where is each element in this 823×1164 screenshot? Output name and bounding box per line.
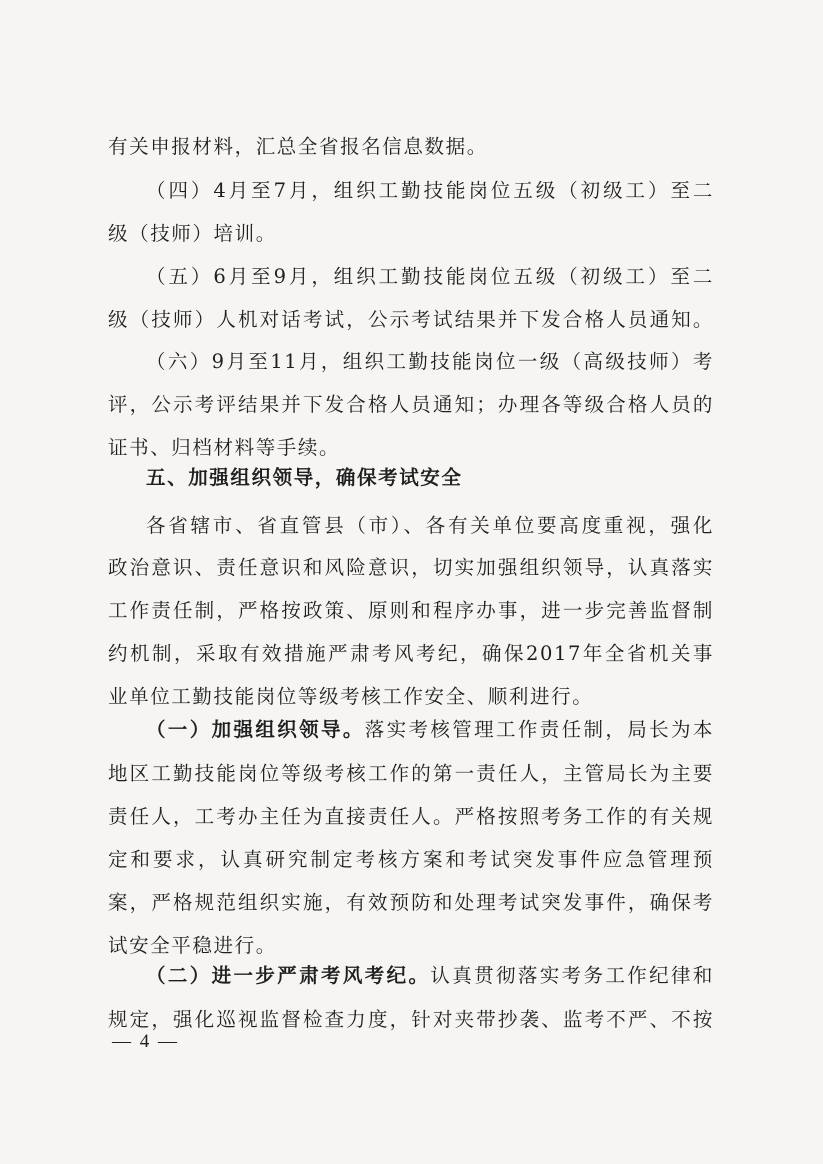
subsection-lead: （二）进一步严肃考风考纪。 (146, 964, 431, 987)
subsection-lead: （一）加强组织领导。 (146, 718, 365, 741)
text-line: 责任人，工考办主任为直接责任人。严格按照考务工作的有关规 (108, 805, 714, 828)
subsection-text: 认真贯彻落实考务工作纪律和 (430, 964, 714, 987)
page-number: — 4 — (112, 1031, 179, 1052)
text-line: 级（技师）培训。 (108, 222, 277, 245)
text-line: 政治意识、责任意识和风险意识，切实加强组织领导，认真落实 (108, 556, 714, 579)
subsection-text: 落实考核管理工作责任制，局长为本 (364, 718, 714, 741)
text-line: （四）4月至7月，组织工勤技能岗位五级（初级工）至二 (146, 179, 714, 202)
text-line: 业单位工勤技能岗位等级考核工作安全、顺利进行。 (108, 685, 594, 708)
text-line: 规定，强化巡视监督检查力度，针对夹带抄袭、监考不严、不按 (108, 1008, 714, 1031)
text-line: 证书、归档材料等手续。 (108, 436, 341, 459)
text-line: 有关申报材料，汇总全省报名信息数据。 (108, 135, 488, 158)
text-line: 约机制，采取有效措施严肃考风考纪，确保2017年全省机关事 (108, 642, 714, 665)
text-line: 评，公示考评结果并下发合格人员通知；办理各等级合格人员的 (108, 393, 714, 416)
text-line: 各省辖市、省直管县（市）、各有关单位要高度重视，强化 (146, 514, 714, 537)
text-line (108, 962, 714, 990)
text-line: 定和要求，认真研究制定考核方案和考试突发事件应急管理预 (108, 848, 714, 871)
text-line: （五）6月至9月，组织工勤技能岗位五级（初级工）至二 (146, 265, 714, 288)
text-line: 地区工勤技能岗位等级考核工作的第一责任人，主管局长为主要 (108, 762, 714, 785)
text-line: 工作责任制，严格按政策、原则和程序办事，进一步完善监督制 (108, 599, 714, 622)
text-line: 案，严格规范组织实施，有效预防和处理考试突发事件，确保考 (108, 891, 714, 914)
text-line: （六）9月至11月，组织工勤技能岗位一级（高级技师）考 (146, 350, 714, 373)
text-line: 试安全平稳进行。 (108, 934, 277, 957)
text-line (108, 716, 714, 744)
text-line: 级（技师）人机对话考试，公示考试结果并下发合格人员通知。 (108, 308, 714, 331)
section-heading: 五、加强组织领导，确保考试安全 (146, 466, 463, 489)
